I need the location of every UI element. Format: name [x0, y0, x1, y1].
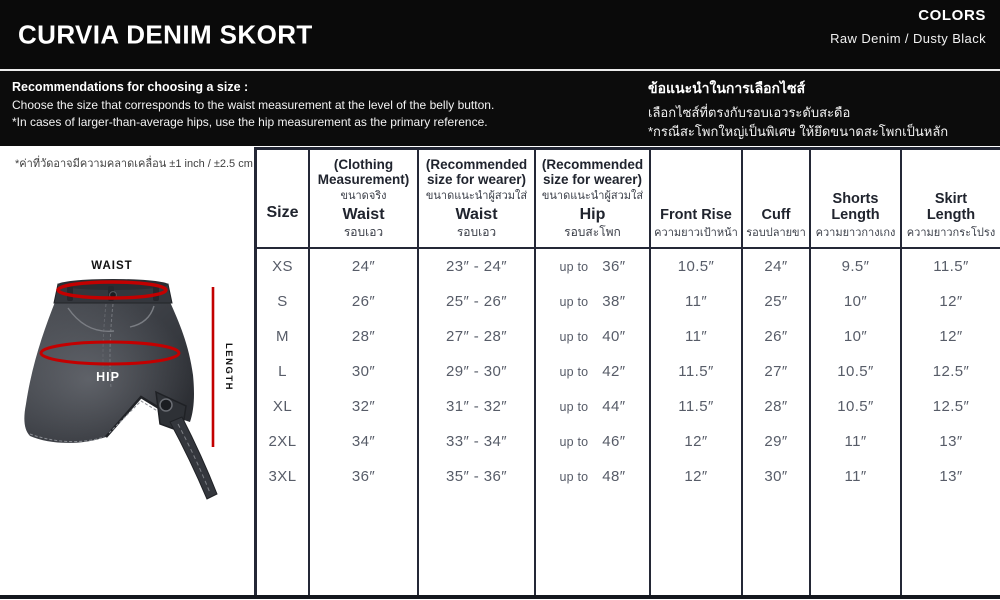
recommendations-title-en: Recommendations for choosing a size : [12, 80, 249, 94]
product-figure [10, 240, 260, 530]
top-bar [0, 0, 1000, 69]
column-header-skirt-length: Skirt Length ความยาวกระโปรง [906, 191, 996, 239]
column-header-cuff: Cuff รอบปลายขา [743, 150, 811, 247]
cell-hip-up-to [536, 284, 651, 319]
column-header-waist-garment: (Clothing Measurement) ขนาดจริง Waist รอบเอว [310, 150, 419, 247]
cell-shorts-length: 9.5″ [811, 249, 902, 284]
hip-value: 36″ [602, 258, 626, 275]
cell-front-rise: 11″ [651, 284, 743, 319]
recommendations-english [12, 80, 494, 131]
cell-front-rise [651, 494, 743, 598]
cell-shorts-length: 10″ [811, 284, 902, 319]
hip-prefix: up to [559, 434, 589, 449]
column-header-waist-wearer: (Recommended size for wearer) ขนาดแนะนำผู้สวมใส่ Waist รอบเอว [419, 150, 536, 247]
skort-body [24, 279, 217, 499]
cell-cuff: 27″ [743, 354, 811, 389]
table-row [257, 459, 1000, 494]
length-label: LENGTH [223, 342, 234, 392]
cell-cuff: 28″ [743, 389, 811, 424]
page-title: CURVIA DENIM SKORT [18, 19, 313, 49]
cell-front-rise: 11″ [651, 319, 743, 354]
cell-cuff: 25″ [743, 284, 811, 319]
hip-value: 40″ [602, 328, 626, 345]
cell-front-rise: 12″ [651, 424, 743, 459]
cell-hip-up-to [536, 459, 651, 494]
colors-value: Raw Denim / Dusty Black [830, 31, 986, 46]
cell-shorts-length: 11″ [811, 424, 902, 459]
hip-label: HIP [96, 370, 120, 384]
cell-skirt-length: 12″ [939, 328, 963, 345]
size-table-header [257, 150, 1000, 249]
cell-skirt-length: 13″ [939, 468, 963, 485]
hip-prefix: up to [559, 469, 589, 484]
size-table [254, 147, 1000, 598]
cell-hip-up-to [536, 319, 651, 354]
table-row [257, 249, 1000, 284]
column-header-front-rise: Front Rise ความยาวเป้าหน้า [651, 150, 743, 247]
size-table-body [257, 249, 1000, 598]
cell-waist-garment: 30″ [310, 354, 419, 389]
cell-shorts-length: 10″ [811, 319, 902, 354]
column-header-size: Size [257, 150, 310, 247]
cell-size [257, 494, 310, 598]
cell-waist-garment: 36″ [310, 459, 419, 494]
recommendations-title-th: ข้อแนะนำในการเลือกไซส์ [648, 80, 806, 96]
cell-skirt-length: 12.5″ [932, 398, 970, 415]
cell-size: 3XL [257, 459, 310, 494]
cell-waist-wearer: 25″ - 26″ [419, 284, 536, 319]
cell-hip-up-to [536, 494, 651, 598]
cell-hip-up-to [536, 389, 651, 424]
cell-skirt-length [902, 494, 1000, 598]
cell-waist-garment: 34″ [310, 424, 419, 459]
cell-waist-wearer: 31″ - 32″ [419, 389, 536, 424]
cell-skirt-length: 12.5″ [932, 363, 970, 380]
skort-illustration [10, 240, 260, 530]
cell-front-rise: 12″ [651, 459, 743, 494]
hip-value: 44″ [602, 398, 626, 415]
recommendations-line1-en: Choose the size that corresponds to the waist measurement at the level of the belly button. [12, 98, 495, 112]
cell-size: M [257, 319, 310, 354]
cell-waist-wearer: 27″ - 28″ [419, 319, 536, 354]
recommendations-band [0, 71, 1000, 146]
cell-skirt-length: 13″ [939, 433, 963, 450]
column-header-hip-wearer: (Recommended size for wearer) ขนาดแนะนำผู้สวมใส่ Hip รอบสะโพก [536, 150, 651, 247]
cell-shorts-length [811, 494, 902, 598]
tolerance-note: *ค่าที่วัดอาจมีความคลาดเคลื่อน ±1 inch / ±2.5 cm [15, 158, 253, 170]
recommendations-line1-th: เลือกไซส์ที่ตรงกับรอบเอวระดับสะดือ [648, 105, 851, 120]
cell-hip-up-to [536, 249, 651, 284]
waist-label: WAIST [91, 260, 133, 272]
cell-waist-wearer: 33″ - 34″ [419, 424, 536, 459]
cell-cuff: 29″ [743, 424, 811, 459]
hip-value: 42″ [602, 363, 626, 380]
cell-cuff [743, 494, 811, 598]
cell-front-rise: 10.5″ [651, 249, 743, 284]
hip-prefix: up to [559, 399, 589, 414]
bottom-border [0, 595, 1000, 599]
cell-front-rise: 11.5″ [651, 389, 743, 424]
cell-shorts-length: 10.5″ [811, 389, 902, 424]
cell-waist-garment: 24″ [310, 249, 419, 284]
cell-size: 2XL [257, 424, 310, 459]
table-row [257, 319, 1000, 354]
hip-prefix: up to [559, 259, 589, 274]
cell-shorts-length: 10.5″ [811, 354, 902, 389]
colors-label: COLORS [918, 7, 986, 24]
hip-prefix: up to [559, 294, 589, 309]
cell-waist-wearer: 23″ - 24″ [419, 249, 536, 284]
cell-cuff: 24″ [743, 249, 811, 284]
cell-skirt-length: 11.5″ [933, 258, 969, 275]
cell-waist-wearer: 35″ - 36″ [419, 459, 536, 494]
hip-prefix: up to [559, 329, 589, 344]
recommendations-thai [648, 78, 948, 141]
cell-waist-wearer [419, 494, 536, 598]
cell-waist-garment: 32″ [310, 389, 419, 424]
hip-value: 38″ [602, 293, 626, 310]
cell-shorts-length: 11″ [811, 459, 902, 494]
recommendations-line2-th: *กรณีสะโพกใหญ่เป็นพิเศษ ให้ยึดขนาดสะโพกเป็นหลัก [648, 124, 949, 139]
hip-value: 46″ [602, 433, 626, 450]
column-header-shorts-length: Shorts Length ความยาวกางเกง [811, 150, 902, 247]
cell-size: L [257, 354, 310, 389]
table-filler-row [257, 494, 1000, 598]
cell-front-rise: 11.5″ [651, 354, 743, 389]
cell-hip-up-to [536, 354, 651, 389]
cell-size: XL [257, 389, 310, 424]
cell-hip-up-to [536, 424, 651, 459]
cell-skirt-length: 12″ [939, 293, 963, 310]
table-row [257, 284, 1000, 319]
cell-size: S [257, 284, 310, 319]
cell-size: XS [257, 249, 310, 284]
hip-prefix: up to [559, 364, 589, 379]
hip-value: 48″ [602, 468, 626, 485]
colors-info [830, 7, 986, 46]
cell-waist-wearer: 29″ - 30″ [419, 354, 536, 389]
cell-waist-garment: 26″ [310, 284, 419, 319]
cell-waist-garment: 28″ [310, 319, 419, 354]
table-row [257, 354, 1000, 389]
cell-cuff: 30″ [743, 459, 811, 494]
table-row [257, 389, 1000, 424]
table-row [257, 424, 1000, 459]
cell-waist-garment [310, 494, 419, 598]
recommendations-line2-en: *In cases of larger-than-average hips, use the hip measurement as the primary reference. [12, 115, 488, 129]
cell-cuff: 26″ [743, 319, 811, 354]
